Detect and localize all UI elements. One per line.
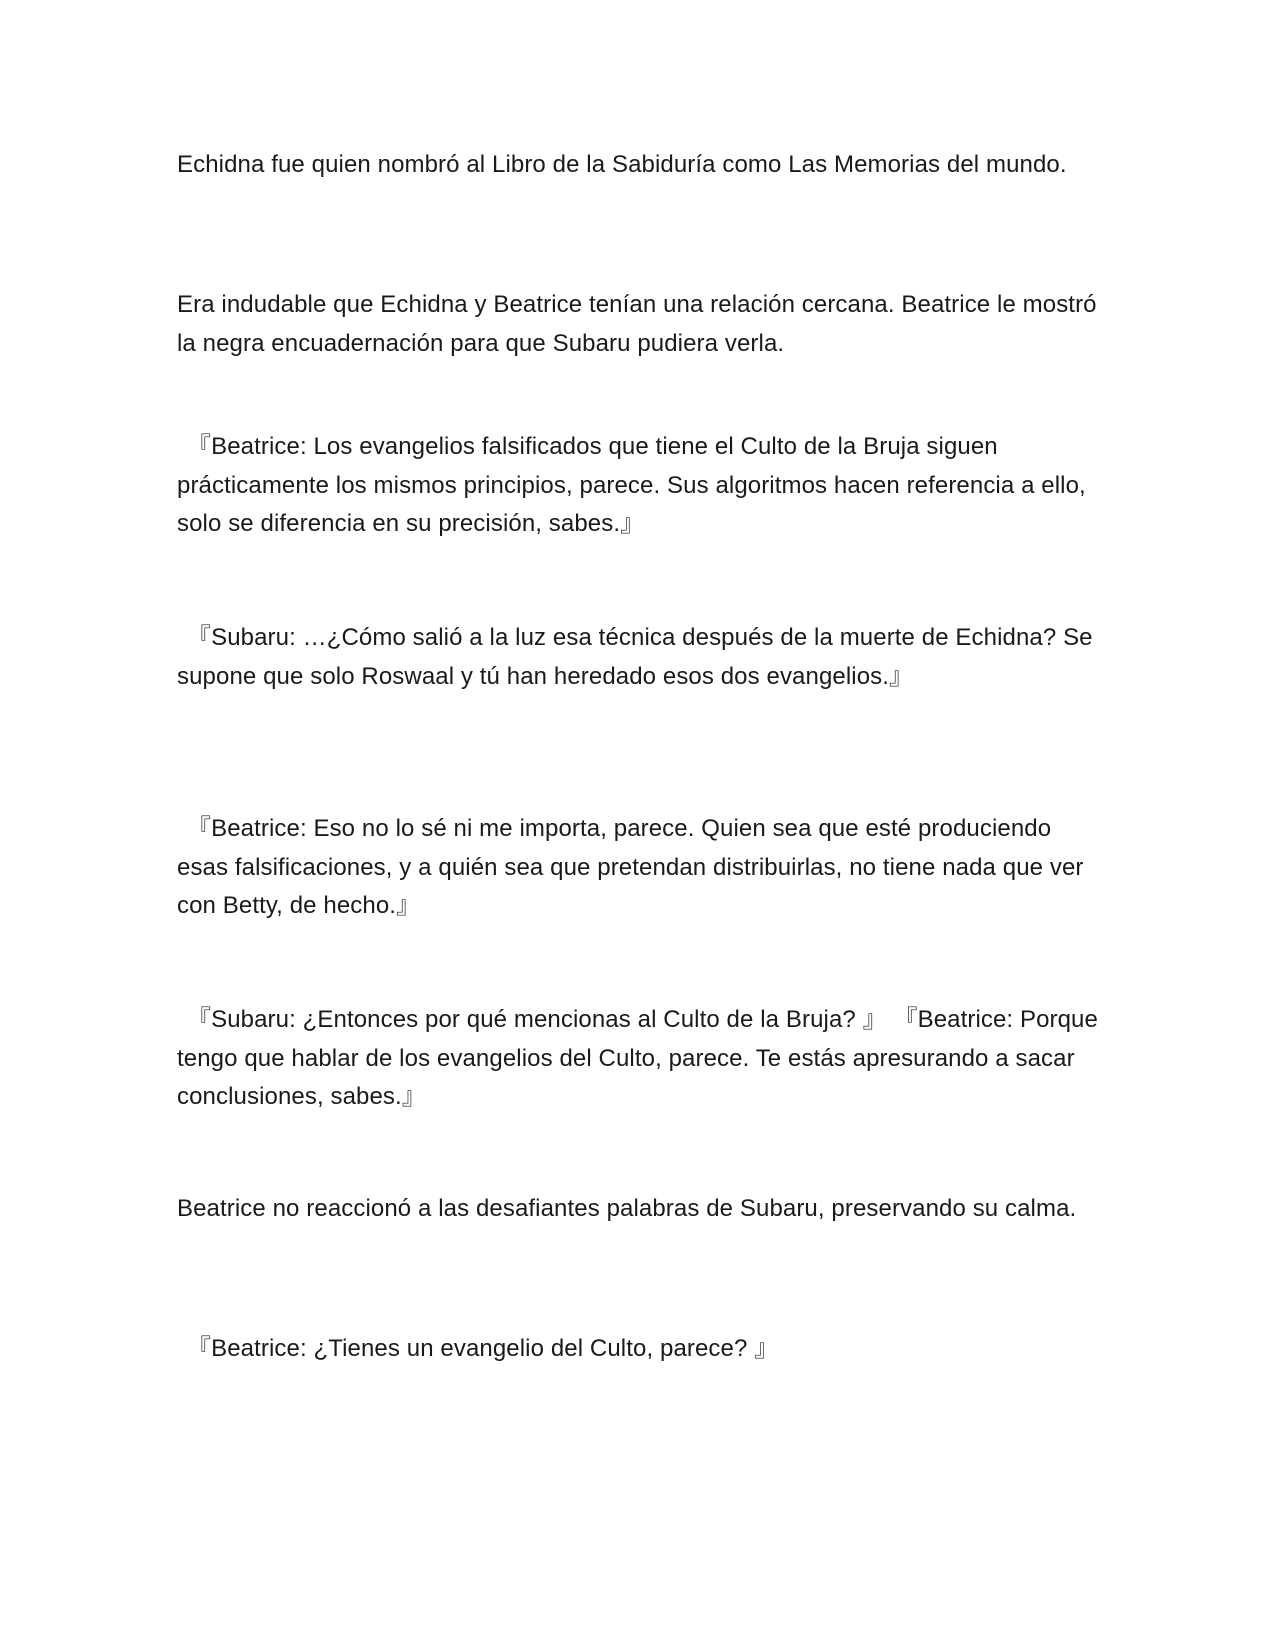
paragraph-2: Era indudable que Echidna y Beatrice tenían una relación cercana. Beatrice le mostró la negra encuadernación para que Subaru pudiera verla. [177, 291, 1097, 357]
dialogue-beatrice-3: 『Beatrice: ¿Tienes un evangelio del Culto, parece? 』 [187, 1335, 779, 1362]
dialogue-subaru-1: 『Subaru: …¿Cómo salió a la luz esa técnica después de la muerte de Echidna? Se supone que solo Roswaal y tú han heredado esos dos evangelios.』 [177, 624, 1093, 690]
dialogue-beatrice-1: 『Beatrice: Los evangelios falsificados que tiene el Culto de la Bruja siguen prácticamente los mismos principios, parece. Sus algoritmos hacen referencia a ello, solo se diferencia en su precisión, sabes.』 [177, 433, 1086, 537]
dialogue-subaru-beatrice: 『Subaru: ¿Entonces por qué mencionas al Culto de la Bruja? 』 『Beatrice: Porque tengo que hablar de los evangelios del Culto, parece. Te estás apresurando a sacar conclusiones, sabes.』 [177, 1006, 1098, 1110]
paragraph-1: Echidna fue quien nombró al Libro de la Sabiduría como Las Memorias del mundo. [177, 151, 1067, 178]
dialogue-beatrice-2: 『Beatrice: Eso no lo sé ni me importa, parece. Quien sea que esté produciendo esas falsificaciones, y a quién sea que pretendan distribuirlas, no tiene nada que ver con Betty, de hecho.』 [177, 815, 1084, 919]
paragraph-7: Beatrice no reaccionó a las desafiantes palabras de Subaru, preservando su calma. [177, 1195, 1077, 1222]
